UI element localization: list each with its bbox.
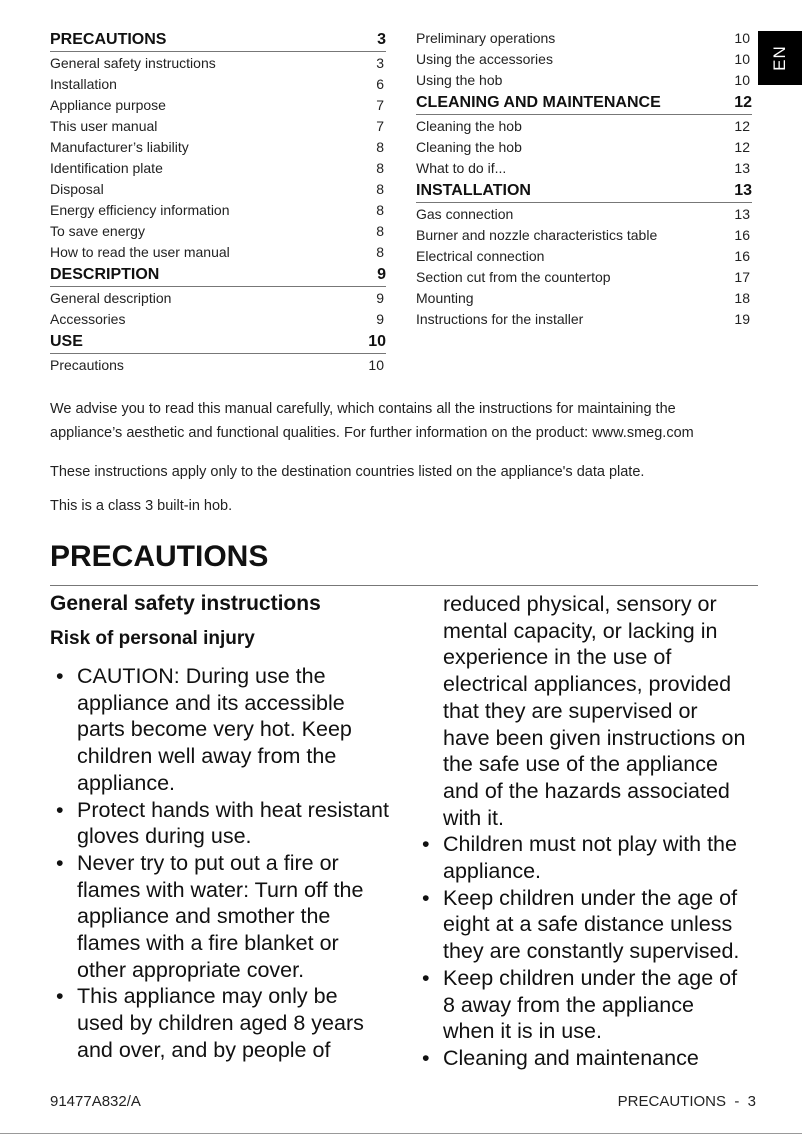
toc-section-title: INSTALLATION xyxy=(416,182,531,199)
bullet-icon: • xyxy=(422,885,430,910)
toc-entry[interactable] xyxy=(416,288,752,309)
toc-section-title: USE xyxy=(50,333,83,350)
bullet-icon: • xyxy=(56,797,64,822)
toc-section-heading[interactable] xyxy=(416,91,752,115)
toc-left-column xyxy=(50,28,386,376)
text-line: gloves during use. xyxy=(77,824,252,849)
toc-section-title: CLEANING AND MAINTENANCE xyxy=(416,94,661,111)
intro-paragraph-line-1: We advise you to read this manual carefully, which contains all the instructions for maintaining the xyxy=(50,401,676,417)
bullet-icon: • xyxy=(56,850,64,875)
toc-entry-page: 9 xyxy=(376,290,384,306)
toc-section-title: PRECAUTIONS xyxy=(50,31,167,48)
text-line: when it is in use. xyxy=(443,1019,602,1044)
text-line: appliance. xyxy=(443,859,542,884)
paragraph-continuation xyxy=(418,591,745,831)
bullet-item xyxy=(418,885,745,965)
toc-entry-page: 12 xyxy=(734,139,750,155)
toc-entry-page: 18 xyxy=(734,290,750,306)
destination-note: These instructions apply only to the destination countries listed on the appliance's data plate. xyxy=(50,464,645,480)
toc-entry-label: Cleaning the hob xyxy=(416,118,522,134)
toc-entry-page: 9 xyxy=(376,311,384,327)
toc-entry-label: Preliminary operations xyxy=(416,30,556,46)
toc-section-heading[interactable] xyxy=(416,179,752,203)
toc-entry[interactable] xyxy=(50,221,386,242)
toc-entry-label: To save energy xyxy=(50,223,145,239)
toc-section-title: DESCRIPTION xyxy=(50,266,160,283)
text-line: This appliance may only be xyxy=(77,984,338,1009)
toc-entry-label: Using the accessories xyxy=(416,51,553,67)
toc-entry-page: 17 xyxy=(734,269,750,285)
text-line: that they are supervised or xyxy=(443,698,698,723)
toc-entry[interactable] xyxy=(50,74,386,95)
toc-entry-label: How to read the user manual xyxy=(50,244,230,260)
text-line: mental capacity, or lacking in xyxy=(443,618,718,643)
bottom-divider xyxy=(0,1133,802,1134)
text-line: electrical appliances, provided xyxy=(443,672,732,697)
toc-entry-page: 16 xyxy=(734,227,750,243)
text-line: flames with a fire blanket or xyxy=(77,931,339,956)
text-line: eight at a safe distance unless xyxy=(443,912,733,937)
toc-section-heading[interactable] xyxy=(50,330,386,354)
text-line: have been given instructions on xyxy=(443,725,746,750)
subsubsection-title: Risk of personal injury xyxy=(50,628,255,649)
toc-entry-page: 7 xyxy=(376,97,384,113)
toc-entry-label: Gas connection xyxy=(416,206,514,222)
toc-entry-label: Precautions xyxy=(50,357,124,373)
toc-section-page: 13 xyxy=(734,182,752,199)
toc-entry[interactable] xyxy=(416,137,752,158)
bullet-item xyxy=(52,983,389,1063)
toc-entry-page: 12 xyxy=(734,118,750,134)
text-line: Keep children under the age of xyxy=(443,965,738,990)
bullet-item xyxy=(52,850,389,984)
bullet-item xyxy=(418,965,745,1045)
toc-entry-page: 7 xyxy=(376,118,384,134)
bullet-icon: • xyxy=(56,664,64,688)
footer-page-label: PRECAUTIONS - 3 xyxy=(617,1093,756,1110)
toc-entry-label: Mounting xyxy=(416,290,474,306)
toc-entry-label: Section cut from the countertop xyxy=(416,269,611,285)
toc-entry-label: Identification plate xyxy=(50,160,163,176)
text-line: experience in the use of xyxy=(443,645,672,670)
section-divider xyxy=(50,585,758,586)
section-title: PRECAUTIONS xyxy=(50,540,269,573)
text-line: appliance and its accessible xyxy=(77,690,345,715)
bullet-item xyxy=(52,663,389,797)
text-line: used by children aged 8 years xyxy=(77,1011,364,1036)
bullet-item xyxy=(52,797,389,850)
text-line: Cleaning and maintenance xyxy=(443,1045,699,1070)
toc-entry[interactable] xyxy=(416,267,752,288)
toc-entry[interactable] xyxy=(50,158,386,179)
toc-entry[interactable] xyxy=(416,70,752,91)
text-line: flames with water: Turn off the xyxy=(77,877,364,902)
toc-section-page: 3 xyxy=(377,31,386,48)
toc-entry[interactable] xyxy=(416,225,752,246)
text-line: Protect hands with heat resistant xyxy=(77,797,389,822)
toc-entry-label: Using the hob xyxy=(416,72,503,88)
toc-entry[interactable] xyxy=(416,158,752,179)
toc-entry-page: 10 xyxy=(368,357,384,373)
text-line: the safe use of the appliance xyxy=(443,752,718,777)
safety-column-left xyxy=(52,663,389,1064)
toc-section-heading[interactable] xyxy=(50,28,386,52)
toc-entry-label: Electrical connection xyxy=(416,248,545,264)
toc-entry-label: Accessories xyxy=(50,311,126,327)
toc-entry-page: 19 xyxy=(734,311,750,327)
text-line: parts become very hot. Keep xyxy=(77,717,352,742)
toc-entry-label: This user manual xyxy=(50,118,158,134)
toc-entry-page: 13 xyxy=(734,160,750,176)
text-line: Keep children under the age of xyxy=(443,885,738,910)
toc-entry[interactable] xyxy=(50,200,386,221)
toc-entry[interactable] xyxy=(50,355,386,376)
subsection-title: General safety instructions xyxy=(50,592,321,615)
text-line: appliance. xyxy=(77,770,176,795)
toc-entry-label: Appliance purpose xyxy=(50,97,166,113)
toc-entry-label: Instructions for the installer xyxy=(416,311,584,327)
safety-column-right xyxy=(418,591,745,1072)
toc-entry-page: 8 xyxy=(376,244,384,260)
text-line: children well away from the xyxy=(77,744,337,769)
bullet-item xyxy=(418,831,745,884)
toc-section-page: 9 xyxy=(377,266,386,283)
toc-entry[interactable] xyxy=(50,309,386,330)
toc-entry[interactable] xyxy=(416,309,752,330)
toc-entry-page: 10 xyxy=(734,51,750,67)
toc-entry-label: Manufacturer’s liability xyxy=(50,139,189,155)
text-line: reduced physical, sensory or xyxy=(443,592,717,616)
toc-entry[interactable] xyxy=(50,116,386,137)
bullet-icon: • xyxy=(422,832,430,857)
bullet-icon: • xyxy=(422,965,430,990)
toc-entry-label: Installation xyxy=(50,76,117,92)
toc-section-page: 10 xyxy=(368,333,386,350)
toc-entry[interactable] xyxy=(416,246,752,267)
toc-entry[interactable] xyxy=(416,28,752,49)
toc-right-column xyxy=(416,28,752,330)
toc-entry-page: 16 xyxy=(734,248,750,264)
toc-entry[interactable] xyxy=(416,204,752,225)
text-line: and of the hazards associated xyxy=(443,778,730,803)
text-line: and over, and by people of xyxy=(77,1037,331,1062)
toc-entry[interactable] xyxy=(416,116,752,137)
bullet-icon: • xyxy=(422,1045,430,1070)
toc-entry-label: Energy efficiency information xyxy=(50,202,230,218)
toc-entry-label: General description xyxy=(50,290,172,306)
toc-entry-page: 10 xyxy=(734,30,750,46)
toc-entry-label: General safety instructions xyxy=(50,55,216,71)
language-tab-label: EN xyxy=(770,45,789,71)
toc-entry[interactable] xyxy=(50,95,386,116)
text-line: Children must not play with the xyxy=(443,832,737,857)
language-tab xyxy=(758,31,802,85)
toc-entry-page: 3 xyxy=(376,55,384,71)
footer-doc-code: 91477A832/A xyxy=(50,1093,141,1110)
toc-entry-page: 6 xyxy=(376,76,384,92)
bullet-item xyxy=(418,1045,745,1072)
toc-entry-page: 8 xyxy=(376,139,384,155)
toc-section-page: 12 xyxy=(734,94,752,111)
text-line: with it. xyxy=(443,805,504,830)
toc-entry-page: 8 xyxy=(376,202,384,218)
toc-entry[interactable] xyxy=(50,242,386,263)
toc-entry-page: 8 xyxy=(376,160,384,176)
text-line: Never try to put out a fire or xyxy=(77,850,339,875)
toc-entry[interactable] xyxy=(50,179,386,200)
toc-entry[interactable] xyxy=(50,137,386,158)
toc-entry-label: What to do if... xyxy=(416,160,507,176)
text-line: other appropriate cover. xyxy=(77,957,305,982)
toc-entry-page: 8 xyxy=(376,223,384,239)
toc-entry-page: 10 xyxy=(734,72,750,88)
toc-entry-page: 13 xyxy=(734,206,750,222)
toc-entry-label: Cleaning the hob xyxy=(416,139,522,155)
bullet-icon: • xyxy=(56,984,64,1009)
toc-entry[interactable] xyxy=(416,49,752,70)
text-line: CAUTION: During use the xyxy=(77,664,326,688)
toc-entry[interactable] xyxy=(50,288,386,309)
text-line: appliance and smother the xyxy=(77,904,331,929)
hob-class-note: This is a class 3 built-in hob. xyxy=(50,498,233,514)
toc-entry-page: 8 xyxy=(376,181,384,197)
toc-entry-label: Burner and nozzle characteristics table xyxy=(416,227,658,243)
toc-entry-label: Disposal xyxy=(50,181,104,197)
text-line: 8 away from the appliance xyxy=(443,992,694,1017)
text-line: they are constantly supervised. xyxy=(443,939,740,964)
toc-section-heading[interactable] xyxy=(50,263,386,287)
toc-entry[interactable] xyxy=(50,53,386,74)
intro-paragraph-line-2: appliance’s aesthetic and functional qualities. For further information on the product: www.smeg.com xyxy=(50,425,694,441)
